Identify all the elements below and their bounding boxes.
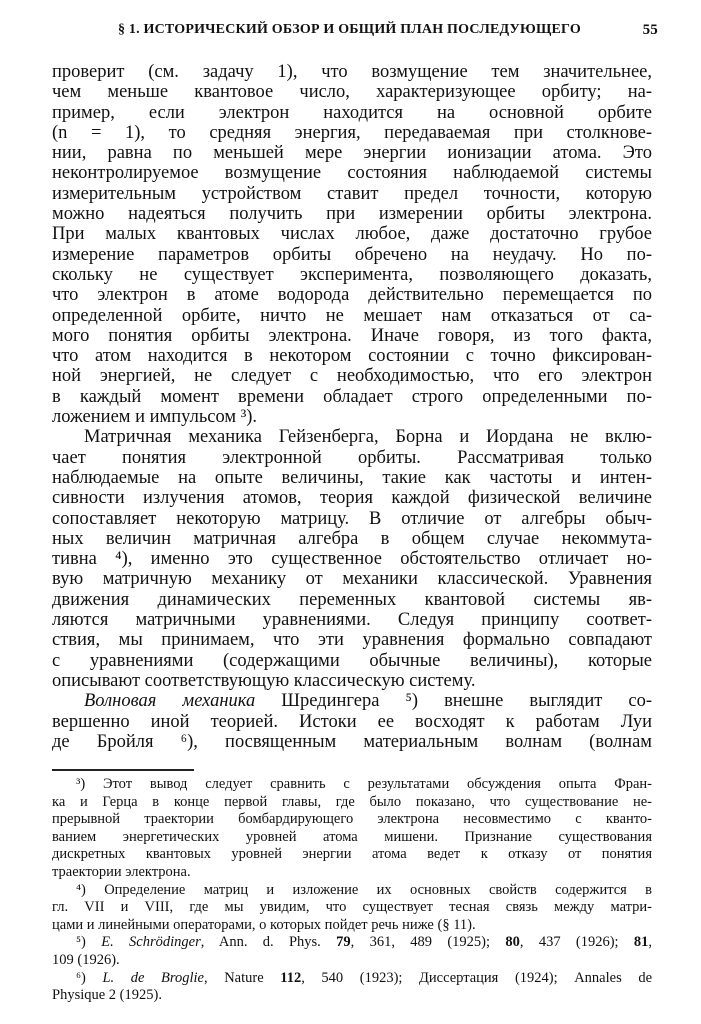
text-line: с уравнениями (содержащими обычные величины), которые	[52, 650, 652, 671]
running-header	[118, 22, 658, 42]
text-line: скольку не существует эксперимента, позволяющего доказать,	[52, 264, 652, 285]
text-line: прерывной траектории бомбардирующего электрона несовместимо с кванто-	[52, 811, 652, 828]
text-line: что атом находится в некотором состоянии с точно фиксирован-	[52, 346, 652, 367]
text-line: тивна ⁴), именно это существенное обстоятельство отличает но-	[52, 549, 652, 570]
text-line: описывают соответствующую классическую систему.	[52, 670, 476, 691]
text-line: Матричная механика Гейзенберга, Борна и Иордана не вклю-	[84, 427, 652, 448]
text-line	[52, 970, 652, 988]
text-segment: , Ann. d. Phys.	[200, 934, 337, 951]
bold-segment: 79	[336, 934, 351, 951]
text-line: ной энергией, не следует с необходимостью, что его электрон	[52, 366, 652, 387]
text-line: движения динамических переменных квантовой системы яв-	[52, 589, 652, 610]
text-line: неконтролируемое возмущение состояния наблюдаемой системы	[52, 163, 652, 184]
text-line: дискретных квантовых уровней энергии атома ведет к отказу от понятия	[52, 846, 652, 863]
text-line: ка и Герца в конце первой главы, где было показано, что существование не-	[52, 793, 652, 810]
text-line: вую матричную механику от механики классической. Уравнения	[52, 569, 652, 590]
text-segment: ⁶)	[76, 969, 103, 986]
text-line: наблюдаемые на опыте величины, такие как частоты и интен-	[52, 467, 652, 488]
text-line: измерительным устройством ставит предел точности, которую	[52, 183, 652, 204]
text-segment: Шредингера ⁵) внешне выглядит со-	[255, 691, 652, 712]
text-line: сопоставляет некоторую матрицу. В отличие от алгебры обыч-	[52, 508, 652, 529]
italic-segment: E. Schrödinger	[101, 934, 201, 951]
bold-segment: 80	[505, 934, 520, 951]
text-line: ствия, мы принимаем, что эти уравнения формально совпадают	[52, 630, 652, 651]
footnotes	[52, 776, 652, 1005]
text-line: что электрон в атоме водорода действительно перемещается по	[52, 285, 652, 306]
footnote-separator	[52, 769, 194, 771]
text-line: в каждый момент времени обладает строго определенными по-	[52, 386, 652, 407]
bold-segment: 81	[633, 934, 649, 951]
running-title: § 1. ИСТОРИЧЕСКИЙ ОБЗОР И ОБЩИЙ ПЛАН ПОСЛЕДУЮЩЕГО	[118, 22, 581, 37]
text-line: нии, равна по меньшей мере энергии ионизации атома. Это	[52, 143, 652, 164]
text-line: При малых квантовых числах любое, даже достаточно грубое	[52, 224, 652, 245]
page-number: 55	[642, 22, 658, 38]
text-line: чем меньше квантовое число, характеризующее орбиту; на-	[52, 82, 652, 103]
text-line: мого понятия орбиты электрона. Иначе говоря, из того факта,	[52, 325, 652, 346]
text-line: вершенно иной теорией. Истоки ее восходят к работам Луи	[52, 711, 652, 732]
text-segment: , Nature	[204, 969, 281, 986]
text-line	[52, 934, 652, 952]
text-line: траектории электрона.	[52, 863, 191, 880]
text-line: ложением и импульсом ³).	[52, 407, 258, 428]
text-segment: , 361, 489 (1925);	[350, 934, 506, 951]
text-line: определенной орбите, ничто не мешает нам отказаться от са-	[52, 305, 652, 326]
text-line: ных величин матричная алгебра в общем случае некоммута-	[52, 528, 652, 549]
text-segment: ⁵)	[76, 934, 102, 951]
text-line: можно надеяться получить при измерении орбиты электрона.	[52, 204, 652, 225]
main-text	[52, 62, 652, 752]
text-line: гл. VII и VIII, где мы увидим, что существует тесная связь между матри-	[52, 899, 652, 916]
text-line: сивности излучения атомов, теория каждой физической величине	[52, 488, 652, 509]
text-line: ³) Этот вывод следует сравнить с результатами обсуждения опыта Фран-	[76, 776, 652, 792]
text-segment: , 437 (1926);	[519, 934, 634, 951]
text-line: чает понятия электронной орбиты. Рассматривая только	[52, 447, 652, 468]
text-line: ляются матричными уравнениями. Следуя принципу соответ-	[52, 610, 652, 631]
text-line: измерение параметров орбиты обречено на неудачу. Но по-	[52, 244, 652, 265]
italic-segment: Волновая механика	[84, 691, 256, 712]
text-line: ванием энергетических уровней атома мишени. Признание существования	[52, 828, 652, 845]
text-line: Physique 2 (1925).	[52, 987, 162, 1004]
text-segment: , 540 (1923); Диссертация (1924); Annales de	[301, 969, 652, 986]
text-line: 109 (1926).	[52, 951, 120, 968]
text-segment: ,	[648, 934, 652, 951]
text-line: (n = 1), то средняя энергия, передаваемая при столкнове-	[52, 122, 652, 143]
text-line: ⁴) Определение матриц и изложение их основных свойств содержится в	[76, 881, 652, 898]
text-line: цами и линейными операторами, о которых пойдет речь ниже (§ 11).	[52, 916, 476, 933]
text-line: пример, если электрон находится на основной орбите	[52, 102, 652, 123]
bold-segment: 112	[280, 969, 302, 986]
italic-segment: L. de Broglie	[102, 969, 204, 986]
text-line: проверит (см. задачу 1), что возмущение тем значительнее,	[52, 62, 652, 82]
text-line: де Бройля ⁶), посвященным материальным волнам (волнам	[52, 731, 652, 752]
text-line	[52, 691, 652, 711]
